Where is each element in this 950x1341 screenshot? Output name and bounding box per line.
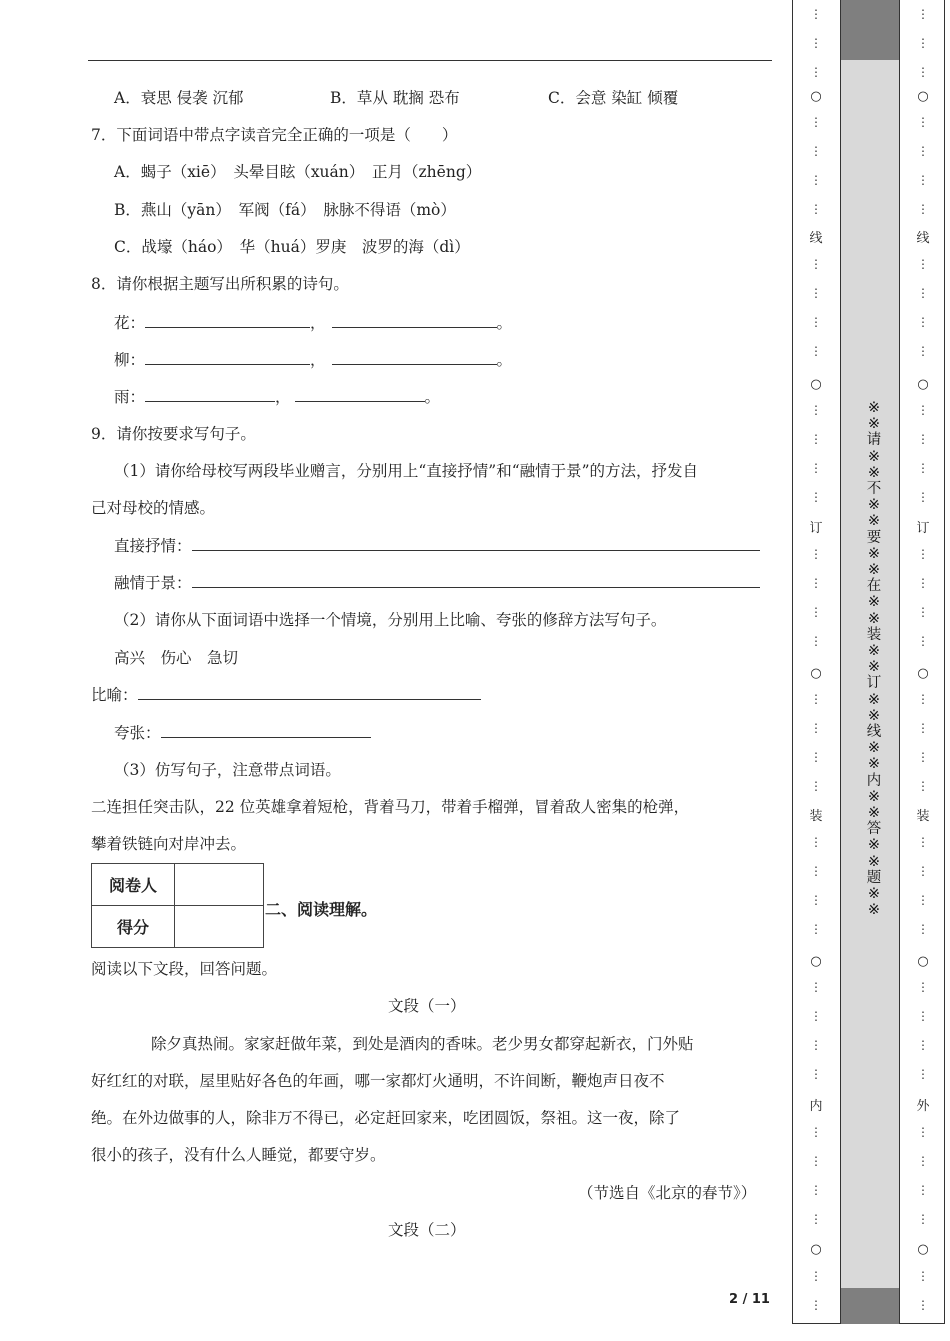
q8-willow-blank-2[interactable]	[332, 350, 497, 365]
binding-circle: ○	[810, 1242, 822, 1257]
binding-circle: ○	[917, 954, 929, 969]
q8-willow-label: 柳：	[114, 351, 146, 369]
binding-circle: ○	[917, 1242, 929, 1257]
q8-flower-blank-1[interactable]	[145, 313, 310, 328]
q9-direct-row	[114, 536, 760, 556]
binding-dots: ⋮ ⋮ ⋮ ⋮	[917, 403, 929, 504]
binding-dots: ⋮ ⋮ ⋮ ⋮	[810, 835, 822, 936]
passage1-line: 好红红的对联，屋里贴好各色的年画，哪一家都灯火通明，不许间断，鞭炮声日夜不	[91, 1072, 665, 1090]
binding-dots: ⋮ ⋮ ⋮ ⋮	[917, 1125, 929, 1226]
q7-option-b: B．燕山（yān） 军阀（fá） 脉脉不得语（mò）	[114, 201, 456, 219]
binding-label-bind: 订	[916, 521, 930, 536]
binding-column-inner	[806, 0, 826, 1320]
binding-column-outer	[913, 0, 933, 1320]
q8-comma: ，	[310, 314, 326, 332]
binding-dots: ⋮ ⋮ ⋮ ⋮	[917, 835, 929, 936]
q8-period: 。	[496, 314, 513, 332]
passage1-line: 很小的孩子，没有什么人睡觉，都要守岁。	[91, 1146, 386, 1164]
passage1-line: 除夕真热闹。家家赶做年菜，到处是酒肉的香味。老少男女都穿起新衣，门外贴	[151, 1035, 694, 1053]
score-cell[interactable]	[175, 906, 264, 948]
binding-dots: ⋮ ⋮ ⋮ ⋮	[810, 547, 822, 648]
q7-stem: 7．下面词语中带点字读音完全正确的一项是（ ）	[91, 126, 458, 144]
q9-part2: （2）请你从下面词语中选择一个情境，分别用上比喻、夸张的修辞方法写句子。	[114, 611, 667, 629]
binding-circle: ○	[917, 377, 929, 392]
q9-scene-label: 融情于景：	[114, 574, 192, 592]
binding-dots: ⋮ ⋮	[810, 1269, 822, 1312]
q7-option-a: A．蝎子（xiē） 头晕目眩（xuán） 正月（zhēng）	[114, 163, 482, 181]
binding-circle: ○	[810, 89, 822, 104]
binding-notice: ※※请※※不※※要※※在※※装※※订※※线※※内※※答※※题※※	[866, 400, 882, 919]
q8-comma: ，	[275, 388, 291, 406]
q9-scene-blank[interactable]	[192, 573, 760, 588]
reading-intro: 阅读以下文段，回答问题。	[91, 960, 278, 978]
binding-dots: ⋮ ⋮ ⋮ ⋮	[917, 115, 929, 216]
passage1-line: 绝。在外边做事的人，除非万不得已，必定赶回家来，吃团圆饭，祭祖。这一夜，除了	[91, 1109, 681, 1127]
q9-direct-label: 直接抒情：	[114, 537, 192, 555]
binding-label-assemble: 装	[809, 809, 823, 824]
binding-dots: ⋮ ⋮ ⋮ ⋮	[810, 115, 822, 216]
binding-dots: ⋮ ⋮ ⋮ ⋮	[810, 692, 822, 793]
binding-circle: ○	[917, 666, 929, 681]
top-rule	[88, 60, 772, 61]
q8-comma: ，	[310, 351, 326, 369]
q9-metaphor-blank[interactable]	[138, 685, 481, 700]
q9-part3: （3）仿写句子，注意带点词语。	[114, 761, 341, 779]
binding-circle: ○	[917, 89, 929, 104]
q9-model-line1: 二连担任突击队，22 位英雄拿着短枪，背着马刀，带着手榴弹，冒着敌人密集的枪弹，	[91, 798, 690, 816]
q8-rain-blank-1[interactable]	[145, 387, 275, 402]
binding-label-outside: 外	[916, 1099, 930, 1114]
q9-stem: 9．请你按要求写句子。	[91, 425, 256, 443]
q8-flower-label: 花：	[114, 314, 146, 332]
q8-willow-blank-1[interactable]	[145, 350, 310, 365]
q8-willow-row	[114, 350, 512, 370]
q9-metaphor-row	[91, 685, 481, 705]
binding-rule-left	[792, 0, 793, 1324]
section-title: 二、阅读理解。	[265, 900, 378, 919]
q9-metaphor-label: 比喻：	[91, 686, 138, 704]
binding-circle: ○	[810, 666, 822, 681]
q8-period: 。	[496, 351, 513, 369]
score-table	[91, 863, 264, 948]
q7-option-c: C．战壕（háo） 华（huá）罗庚 波罗的海（dì）	[114, 238, 470, 256]
binding-dots: ⋮ ⋮ ⋮ ⋮	[810, 1125, 822, 1226]
q6-option-c: C．会意 染缸 倾覆	[548, 89, 679, 107]
q8-rain-blank-2[interactable]	[295, 387, 425, 402]
reviewer-cell[interactable]	[175, 864, 264, 906]
score-label: 得分	[92, 906, 175, 948]
q8-flower-row	[114, 313, 512, 333]
q8-rain-row	[114, 387, 440, 407]
binding-dots: ⋮ ⋮ ⋮ ⋮	[917, 980, 929, 1081]
q9-model-line2: 攀着铁链向对岸冲去。	[91, 835, 247, 853]
passage1-source: （节选自《北京的春节》）	[578, 1184, 757, 1202]
q9-exaggeration-blank[interactable]	[161, 723, 371, 738]
page-number: 2 / 11	[729, 1292, 770, 1307]
binding-circle: ○	[810, 954, 822, 969]
q9-word-list: 高兴 伤心 急切	[114, 649, 239, 667]
binding-dots: ⋮ ⋮ ⋮ ⋮	[917, 692, 929, 793]
binding-dots: ⋮ ⋮ ⋮ ⋮	[917, 257, 929, 358]
q6-option-a: A．衰思 侵袭 沉郁	[114, 89, 244, 107]
binding-label-line: 线	[809, 231, 823, 246]
q8-period: 。	[424, 388, 441, 406]
binding-dots: ⋮ ⋮ ⋮ ⋮	[810, 403, 822, 504]
q8-rain-label: 雨：	[114, 388, 146, 406]
binding-dots: ⋮ ⋮ ⋮	[810, 7, 822, 79]
q9-exaggeration-label: 夸张：	[114, 724, 161, 742]
binding-rule-right	[944, 0, 945, 1324]
binding-label-assemble: 装	[916, 809, 930, 824]
q8-flower-blank-2[interactable]	[332, 313, 497, 328]
binding-strip-top-block	[840, 0, 900, 60]
binding-dots: ⋮ ⋮ ⋮ ⋮	[810, 980, 822, 1081]
binding-label-line: 线	[916, 231, 930, 246]
q6-option-b: B．草从 耽搁 恐布	[330, 89, 460, 107]
binding-dots: ⋮ ⋮ ⋮ ⋮	[810, 257, 822, 358]
q9-direct-blank[interactable]	[192, 536, 760, 551]
binding-circle: ○	[810, 377, 822, 392]
passage2-title: 文段（二）	[388, 1221, 466, 1239]
binding-label-inside: 内	[809, 1099, 823, 1114]
binding-dots: ⋮ ⋮	[917, 1269, 929, 1312]
q8-stem: 8．请你根据主题写出所积累的诗句。	[91, 275, 349, 293]
passage1-title: 文段（一）	[388, 997, 466, 1015]
binding-dots: ⋮ ⋮ ⋮ ⋮	[917, 547, 929, 648]
q9-part1-line2: 己对母校的情感。	[91, 499, 216, 517]
binding-label-bind: 订	[809, 521, 823, 536]
reviewer-label: 阅卷人	[92, 864, 175, 906]
q9-scene-row	[114, 573, 760, 593]
q9-part1-line1: （1）请你给母校写两段毕业赠言，分别用上“直接抒情”和“融情于景”的方法，抒发自	[114, 462, 699, 480]
binding-dots: ⋮ ⋮ ⋮	[917, 7, 929, 79]
q9-exaggeration-row	[114, 723, 371, 743]
binding-strip-bottom-block	[840, 1288, 900, 1324]
